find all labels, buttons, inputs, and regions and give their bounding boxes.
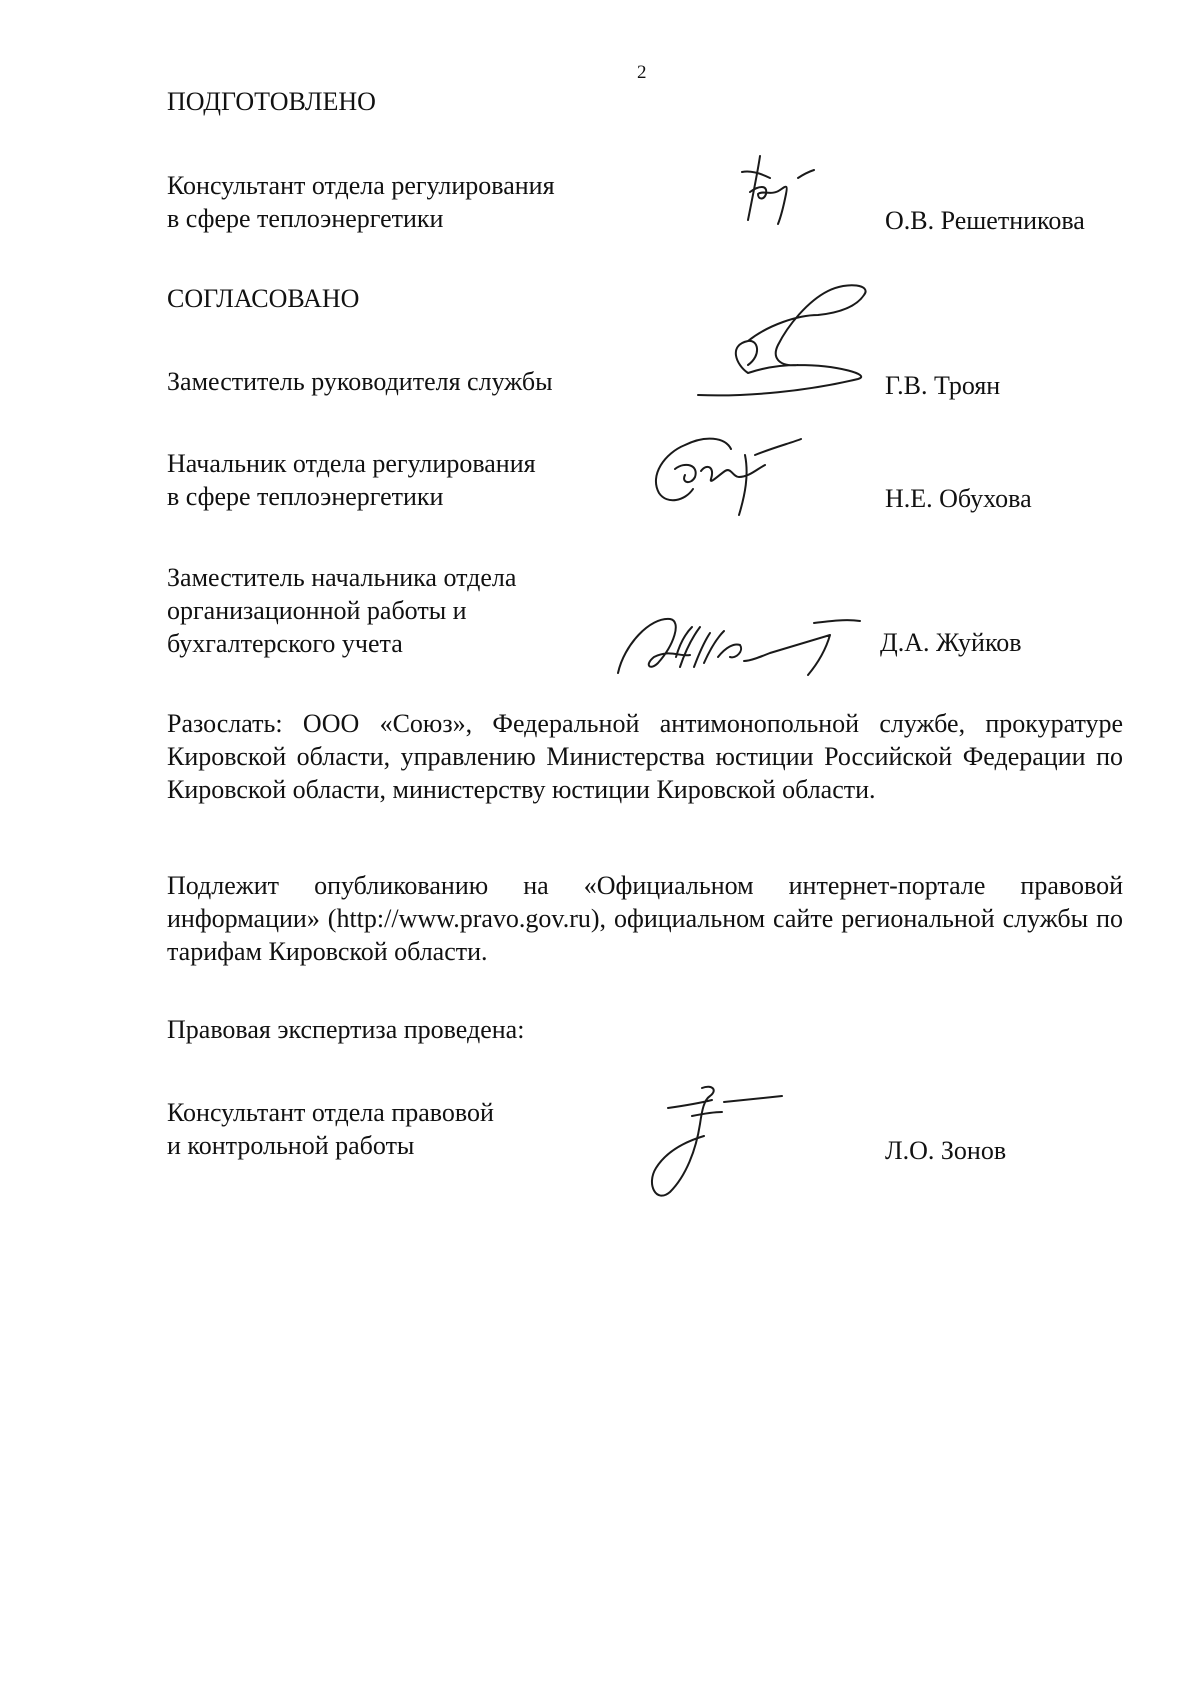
signature-zhuykov [610,605,880,680]
signature-obukhova [645,425,805,525]
legal-review-heading: Правовая экспертиза проведена: [167,1015,525,1044]
signer-1-name: Г.В. Троян [885,371,1001,400]
signer-3-position-line1: Заместитель начальника отдела [167,563,517,592]
signer-3-position-line3: бухгалтерского учета [167,629,403,658]
signer-2-position-line1: Начальник отдела регулирования [167,449,536,478]
signature-zonov [632,1080,802,1200]
page-number: 2 [637,62,647,83]
prepared-position-line1: Консультант отдела регулирования [167,171,555,200]
prepared-name: О.В. Решетникова [885,206,1085,235]
publication-paragraph: Подлежит опубликованию на «Официальном интернет-портале правовой информации» (http://www.pravo.gov.ru), официальном сайте региональной службы по тарифам Кировской области. [167,871,1123,966]
signature-reshetnikova [728,150,858,230]
signer-2-name: Н.Е. Обухова [885,484,1032,513]
prepared-position-line2: в сфере теплоэнергетики [167,204,444,233]
legal-review-name: Л.О. Зонов [885,1136,1007,1165]
signer-3-name: Д.А. Жуйков [880,628,1022,657]
distribution-paragraph: Разослать: ООО «Союз», Федеральной антимонопольной службе, прокуратуре Кировской области, управлению Министерства юстиции Российской Федерации по Кировской области, министерству юстиции Кировской области. [167,709,1123,804]
legal-review-position-line2: и контрольной работы [167,1131,415,1160]
legal-review-position-line1: Консультант отдела правовой [167,1098,494,1127]
signature-troyan [688,285,888,415]
agreed-heading: СОГЛАСОВАНО [167,284,360,313]
signer-2-position-line2: в сфере теплоэнергетики [167,482,444,511]
signer-1-position: Заместитель руководителя службы [167,367,553,396]
prepared-heading: ПОДГОТОВЛЕНО [167,87,376,116]
signer-3-position-line2: организационной работы и [167,596,467,625]
